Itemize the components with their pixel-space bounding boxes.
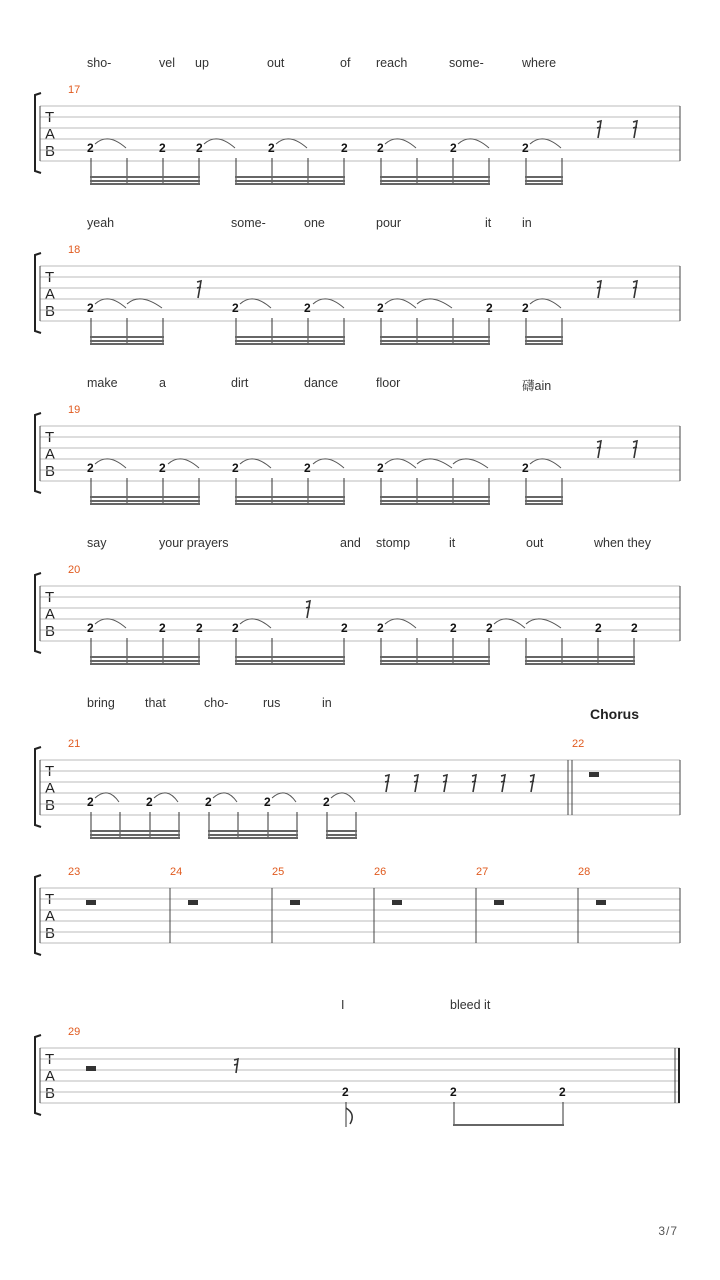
lyric: it: [485, 216, 492, 230]
staff: [0, 942, 720, 1142]
fret-number: 2: [377, 301, 384, 315]
svg-text:A: A: [45, 446, 56, 463]
measure-number: 28: [578, 866, 591, 878]
fret-number: 2: [341, 621, 348, 635]
lyric: stomp: [376, 536, 411, 550]
lyric: one: [304, 216, 325, 230]
lyric: some-: [231, 216, 266, 230]
lyric: some-: [449, 56, 484, 70]
fret-number: 2: [87, 795, 94, 809]
lyric: dirt: [231, 376, 249, 390]
lyric: of: [340, 56, 351, 70]
lyric: your prayers: [159, 536, 229, 550]
fret-number: 2: [264, 795, 271, 809]
fret-number: 2: [146, 795, 153, 809]
whole-rest-icon: [86, 1066, 96, 1071]
measure-number: 24: [170, 866, 183, 878]
lyric: when they: [594, 536, 651, 550]
fret-number: 2: [450, 621, 457, 635]
fret-number: 2: [87, 301, 94, 315]
fret-number: 2: [522, 301, 529, 315]
staff: [0, 480, 720, 680]
whole-rest-icon: [589, 772, 599, 777]
svg-text:T: T: [45, 589, 55, 606]
measure-number: 26: [374, 866, 387, 878]
fret-number: 2: [341, 141, 348, 155]
svg-text:A: A: [45, 908, 56, 925]
fret-number: 2: [377, 141, 384, 155]
tab-letter-t: T: [45, 109, 55, 126]
fret-number: 2: [232, 621, 239, 635]
svg-text:B: B: [45, 463, 56, 480]
fret-number: 2: [87, 141, 94, 155]
rest-icon: [234, 1059, 238, 1073]
lyric: and: [340, 536, 361, 550]
measure-number: 25: [272, 866, 285, 878]
svg-text:B: B: [45, 925, 56, 942]
lyric: floor: [376, 376, 401, 390]
lyric: bleed it: [450, 998, 491, 1012]
lyric: I: [341, 998, 345, 1012]
svg-text:T: T: [45, 763, 55, 780]
rest-icon: [306, 601, 310, 618]
svg-text:B: B: [45, 303, 56, 320]
rest-icon: [197, 281, 637, 298]
fret-number: 2: [268, 141, 275, 155]
fret-number: 2: [232, 301, 239, 315]
svg-text:A: A: [45, 780, 56, 797]
svg-text:B: B: [45, 1085, 56, 1102]
lyric: yeah: [87, 216, 115, 230]
whole-rest-icon: [86, 900, 606, 905]
lyric: rus: [263, 696, 281, 710]
fret-number: 2: [159, 141, 166, 155]
fret-number: 2: [450, 141, 457, 155]
measure-number: 21: [68, 738, 81, 750]
tab-letter-b: B: [45, 143, 56, 160]
lyric: pour: [376, 216, 402, 230]
fret-numbers: [87, 141, 529, 155]
lyric: in: [522, 216, 532, 230]
measure-number: 19: [68, 404, 81, 416]
fret-number: 2: [377, 621, 384, 635]
fret-number: 2: [559, 1085, 566, 1099]
lyric: dance: [304, 376, 339, 390]
fret-number: 2: [304, 461, 311, 475]
lyric: cho-: [204, 696, 229, 710]
fret-number: 2: [595, 621, 602, 635]
lyric: out: [267, 56, 285, 70]
lyric: 礴ain: [522, 379, 552, 393]
fret-number: 2: [87, 461, 94, 475]
fret-number: 2: [323, 795, 330, 809]
measure-number: 17: [68, 84, 81, 96]
fret-number: 2: [522, 461, 529, 475]
fret-number: 2: [377, 461, 384, 475]
lyric: that: [145, 696, 166, 710]
fret-number: 2: [631, 621, 638, 635]
svg-text:B: B: [45, 623, 56, 640]
lyric: reach: [376, 56, 408, 70]
page-number: 3/7: [658, 1224, 678, 1238]
lyric: make: [87, 376, 118, 390]
fret-number: 2: [232, 461, 239, 475]
lyric: where: [522, 56, 557, 70]
svg-text:A: A: [45, 606, 56, 623]
measure-number: 18: [68, 244, 81, 256]
svg-text:A: A: [45, 286, 56, 303]
lyric: a: [159, 376, 166, 390]
fret-number: 2: [196, 621, 203, 635]
rest-icon: [597, 121, 637, 138]
svg-text:A: A: [45, 1068, 56, 1085]
lyric: up: [195, 56, 209, 70]
fret-number: 2: [342, 1085, 349, 1099]
lyric: in: [322, 696, 332, 710]
lyric: sho-: [87, 56, 112, 70]
lyric: it: [449, 536, 456, 550]
fret-number: 2: [159, 621, 166, 635]
svg-text:T: T: [45, 891, 55, 908]
svg-text:T: T: [45, 1051, 55, 1068]
svg-text:T: T: [45, 429, 55, 446]
tab-letter-a: A: [45, 126, 56, 143]
measure-number: 27: [476, 866, 489, 878]
fret-number: 2: [522, 141, 529, 155]
fret-number: 2: [87, 621, 94, 635]
measure-number: 22: [572, 738, 585, 750]
measure-number: 23: [68, 866, 81, 878]
fret-number: 2: [159, 461, 166, 475]
fret-number: 2: [486, 621, 493, 635]
svg-text:T: T: [45, 269, 55, 286]
lyric: out: [526, 536, 544, 550]
fret-number: 2: [205, 795, 212, 809]
fret-number: 2: [450, 1085, 457, 1099]
rest-icon: [597, 441, 637, 458]
lyric: say: [87, 536, 107, 550]
fret-number: 2: [486, 301, 493, 315]
fret-number: 2: [304, 301, 311, 315]
svg-text:B: B: [45, 797, 56, 814]
measure-number: 29: [68, 1026, 81, 1038]
fret-number: 2: [196, 141, 203, 155]
lyric: bring: [87, 696, 115, 710]
lyric: vel: [159, 56, 175, 70]
section-label-chorus: Chorus: [590, 706, 639, 722]
measure-number: 20: [68, 564, 81, 576]
